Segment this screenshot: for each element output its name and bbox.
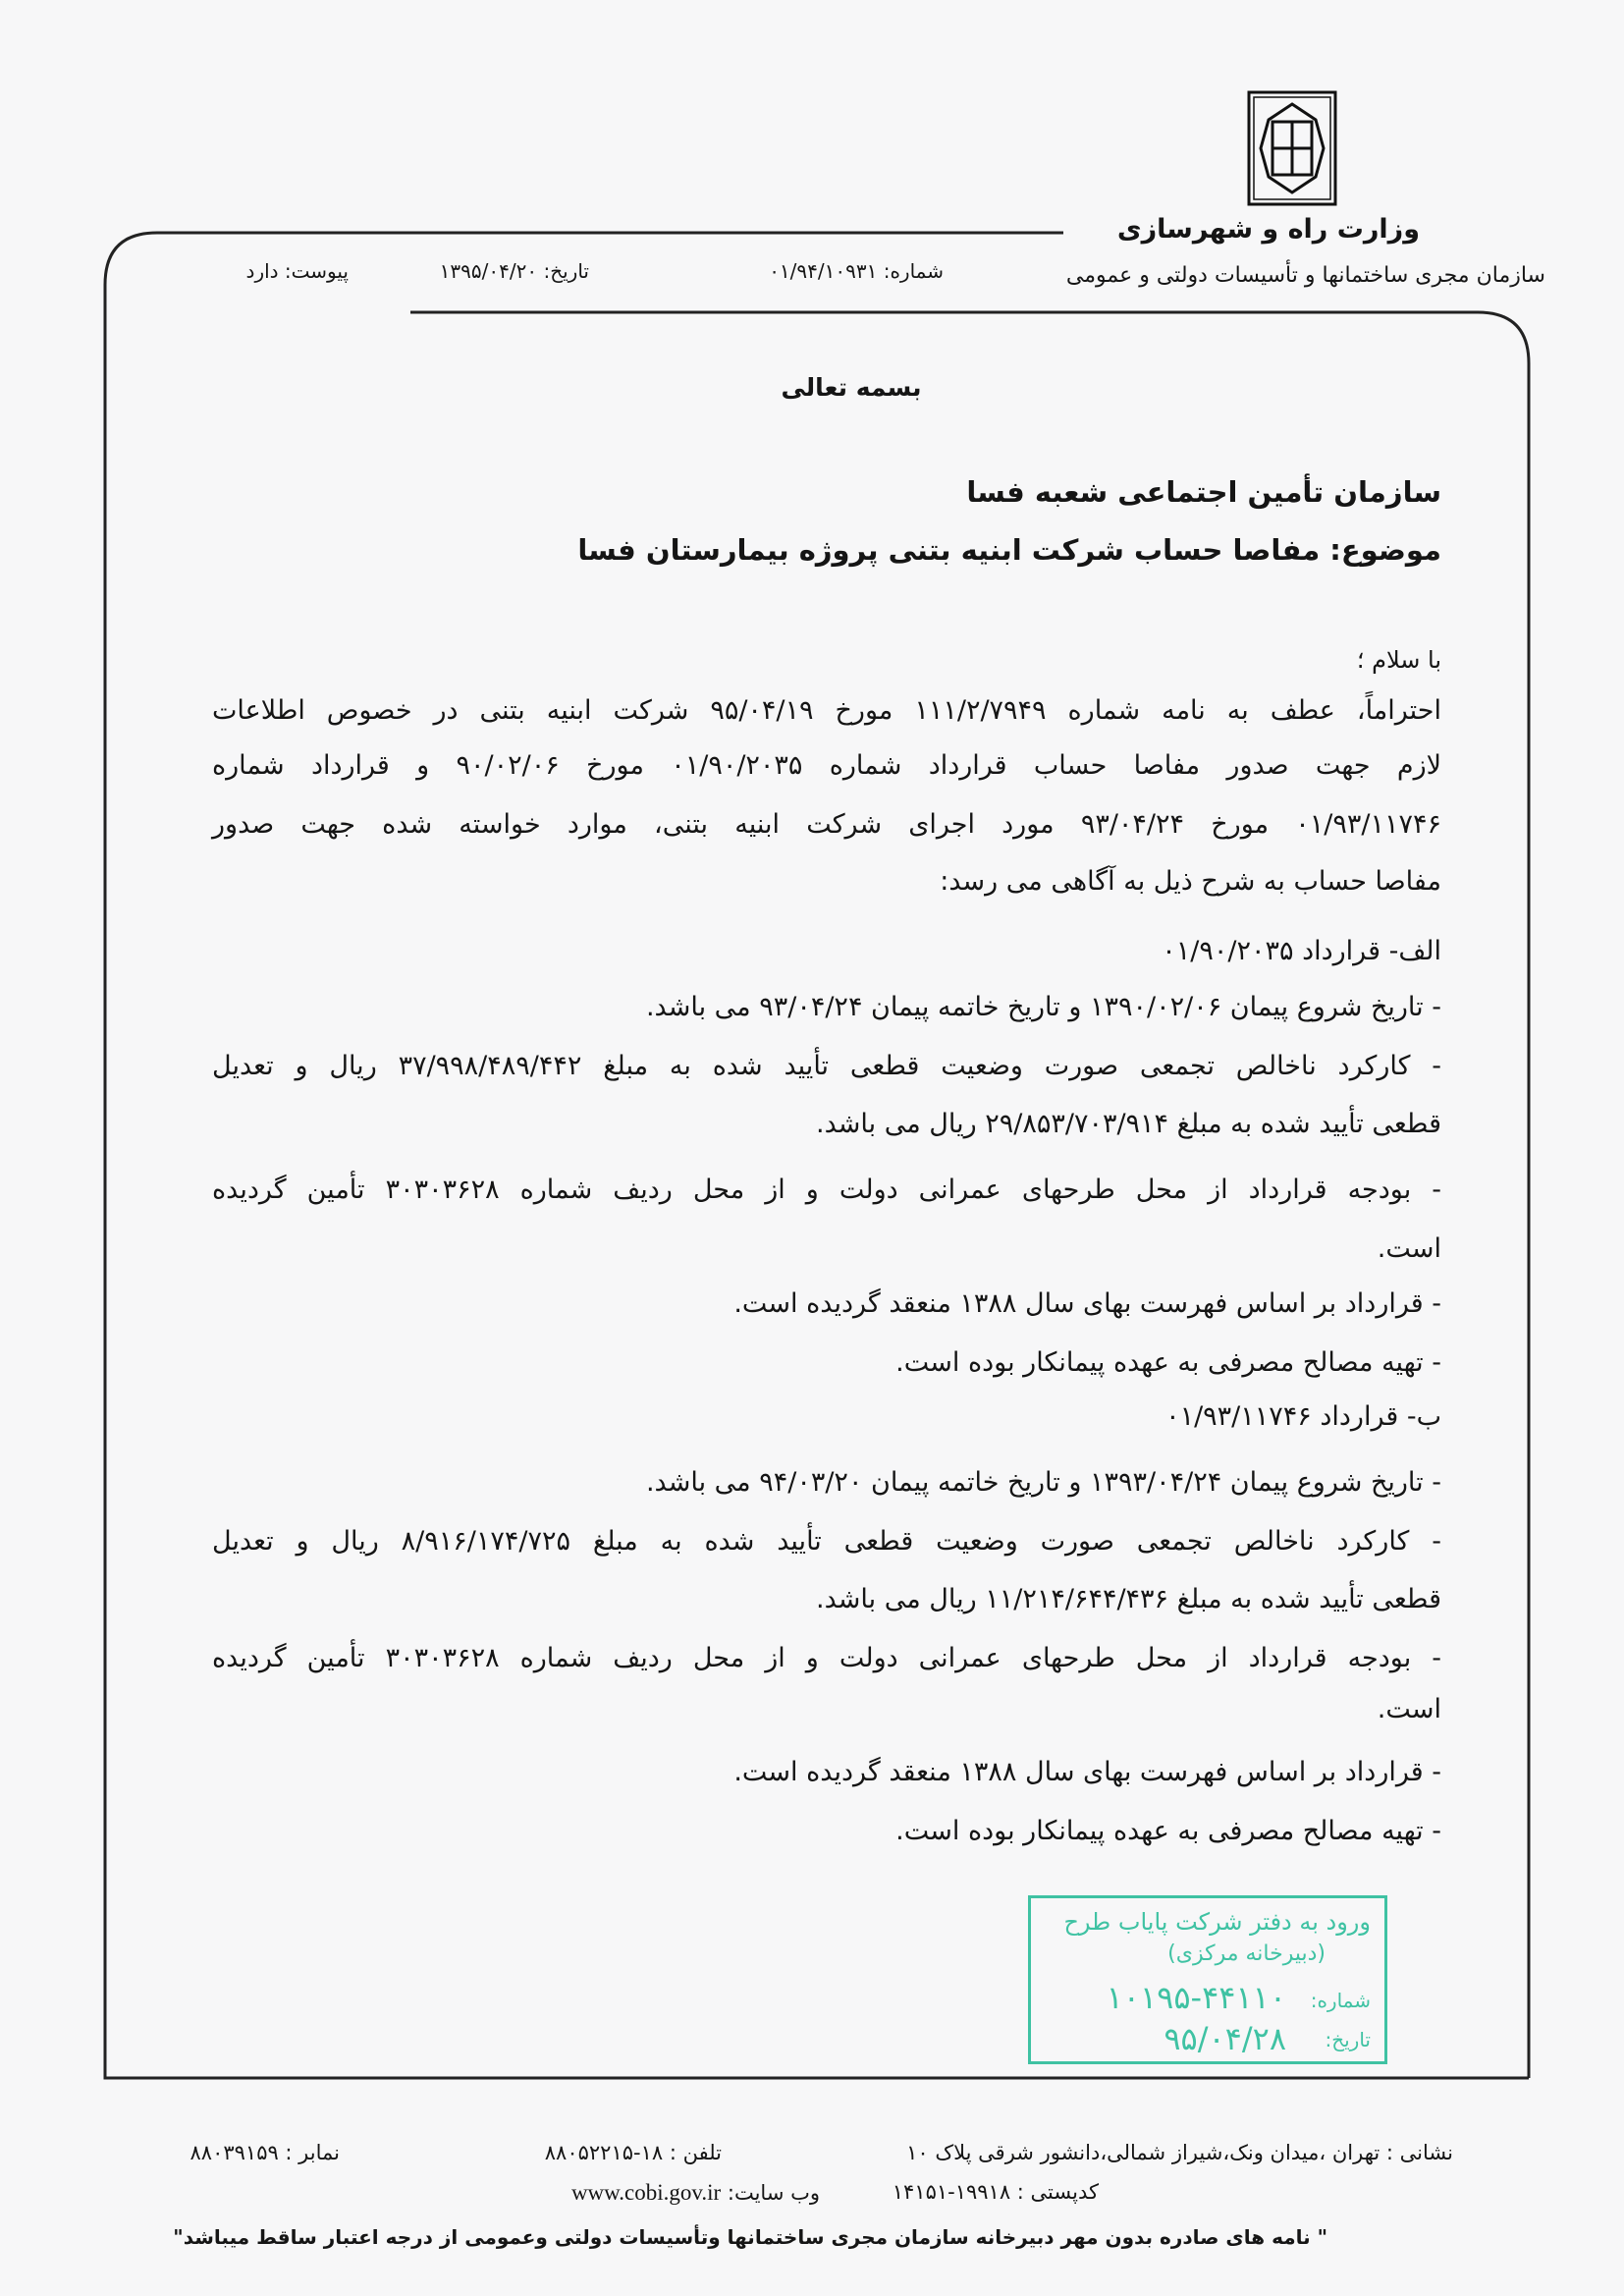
intro-line: مفاصا حساب به شرح ذیل به آگاهی می رسد: xyxy=(940,866,1441,897)
section-a-line: - تهیه مصالح مصرفی به عهده پیمانکار بوده است. xyxy=(895,1347,1441,1378)
section-a-line: - بودجه قرارداد از محل طرحهای عمرانی دولت و از محل ردیف شماره ۳۰۳۰۳۶۲۸ تأمین گردیده xyxy=(212,1175,1441,1205)
section-a-line: - تاریخ شروع پیمان ۱۳۹۰/۰۲/۰۶ و تاریخ خاتمه پیمان ۹۳/۰۴/۲۴ می باشد. xyxy=(645,992,1441,1022)
footer-address: نشانی : تهران ،میدان ونک،شیراز شمالی،دانشور شرقی پلاک ۱۰ xyxy=(906,2141,1453,2164)
section-b-line: - تاریخ شروع پیمان ۱۳۹۳/۰۴/۲۴ و تاریخ خاتمه پیمان ۹۴/۰۳/۲۰ می باشد. xyxy=(645,1467,1441,1498)
recipient: سازمان تأمین اجتماعی شعبه فسا xyxy=(966,475,1441,509)
section-a-line: است. xyxy=(1377,1233,1441,1264)
footer-phone: تلفن : ۱۸-۸۸۰۵۲۲۱۵ xyxy=(544,2141,722,2164)
date-value: ۱۳۹۵/۰۴/۲۰ xyxy=(439,259,538,283)
letter-date xyxy=(440,259,589,283)
section-b-line: قطعی تأیید شده به مبلغ ۱۱/۲۱۴/۶۴۴/۴۳۶ ریال می باشد. xyxy=(816,1584,1441,1614)
section-a-title: الف- قرارداد ۰۱/۹۰/۲۰۳۵ xyxy=(1162,936,1441,966)
intro-line: ۰۱/۹۳/۱۱۷۴۶ مورخ ۹۳/۰۴/۲۴ مورد اجرای شرکت ابنیه بتنی، موارد خواسته شده جهت صدور xyxy=(212,809,1442,840)
attachment-label: پیوست: xyxy=(284,259,349,283)
stamp-date-label: تاریخ: xyxy=(1325,2028,1371,2051)
number-label: شماره: xyxy=(883,259,944,283)
section-b-line: - بودجه قرارداد از محل طرحهای عمرانی دولت و از محل ردیف شماره ۳۰۳۰۳۶۲۸ تأمین گردیده xyxy=(212,1643,1441,1673)
footer-disclaimer: " نامه های صادره بدون مهر دبیرخانه سازمان مجری ساختمانها وتأسیسات دولتی وعمومی از درجه اعتبار ساقط میباشد" xyxy=(173,2225,1327,2249)
attachment-value: دارد xyxy=(245,259,279,283)
footer-postal-code: کدپستی : ۱۹۹۱۸-۱۴۱۵۱ xyxy=(892,2180,1099,2204)
website-label: وب سایت: xyxy=(727,2181,820,2205)
footer-website xyxy=(571,2180,820,2206)
stamp-number-label: شماره: xyxy=(1310,1989,1371,2012)
letter-number xyxy=(769,259,944,283)
intro-line: لازم جهت صدور مفاصا حساب قرارداد شماره ۰۱/۹۰/۲۰۳۵ مورخ ۹۰/۰۲/۰۶ و قرارداد شماره xyxy=(212,750,1442,781)
ministry-name: وزارت راه و شهرسازی xyxy=(1116,214,1420,245)
letter-attachment xyxy=(246,259,349,283)
organization-name: سازمان مجری ساختمانها و تأسیسات دولتی و عمومی xyxy=(1065,263,1545,288)
stamp-line2: (دبیرخانه مرکزی) xyxy=(1167,1941,1326,1966)
ministry-logo xyxy=(1247,90,1337,206)
section-b-line: است. xyxy=(1377,1694,1441,1724)
section-b-line: - تهیه مصالح مصرفی به عهده پیمانکار بوده است. xyxy=(895,1816,1441,1846)
number-value: ۰۱/۹۴/۱۰۹۳۱ xyxy=(769,259,878,283)
subject: موضوع: مفاصا حساب شرکت ابنیه بتنی پروژه بیمارستان فسا xyxy=(577,533,1441,567)
stamp-number-value: ۱۰۱۹۵-۴۴۱۱۰ xyxy=(1106,1979,1286,2016)
section-b-line: - قرارداد بر اساس فهرست بهای سال ۱۳۸۸ منعقد گردیده است. xyxy=(733,1757,1441,1787)
salutation: با سلام ؛ xyxy=(1356,646,1441,674)
website-link[interactable]: www.cobi.gov.ir xyxy=(570,2180,722,2205)
stamp-line1: ورود به دفتر شرکت پایاب طرح xyxy=(1063,1908,1371,1936)
section-a-line: - قرارداد بر اساس فهرست بهای سال ۱۳۸۸ منعقد گردیده است. xyxy=(733,1288,1441,1319)
date-label: تاریخ: xyxy=(543,259,589,283)
intro-line: احتراماً، عطف به نامه شماره ۱۱۱/۲/۷۹۴۹ مورخ ۹۵/۰۴/۱۹ شرکت ابنیه بتنی در خصوص اطلاعات xyxy=(212,695,1441,726)
stamp-date-value: ۹۵/۰۴/۲۸ xyxy=(1164,2020,1286,2057)
section-b-title: ب- قرارداد ۰۱/۹۳/۱۱۷۴۶ xyxy=(1165,1401,1441,1432)
section-a-line: - کارکرد ناخالص تجمعی صورت وضعیت قطعی تأیید شده به مبلغ ۳۷/۹۹۸/۴۸۹/۴۴۲ ریال و تعدیل xyxy=(212,1051,1441,1081)
footer-fax: نمابر : ۸۸۰۳۹۱۵۹ xyxy=(189,2141,340,2164)
registry-stamp xyxy=(1028,1895,1387,2064)
section-b-line: - کارکرد ناخالص تجمعی صورت وضعیت قطعی تأیید شده به مبلغ ۸/۹۱۶/۱۷۴/۷۲۵ ریال و تعدیل xyxy=(212,1526,1441,1557)
section-a-line: قطعی تأیید شده به مبلغ ۲۹/۸۵۳/۷۰۳/۹۱۴ ریال می باشد. xyxy=(816,1109,1441,1139)
invocation: بسمه تعالی xyxy=(781,373,922,402)
